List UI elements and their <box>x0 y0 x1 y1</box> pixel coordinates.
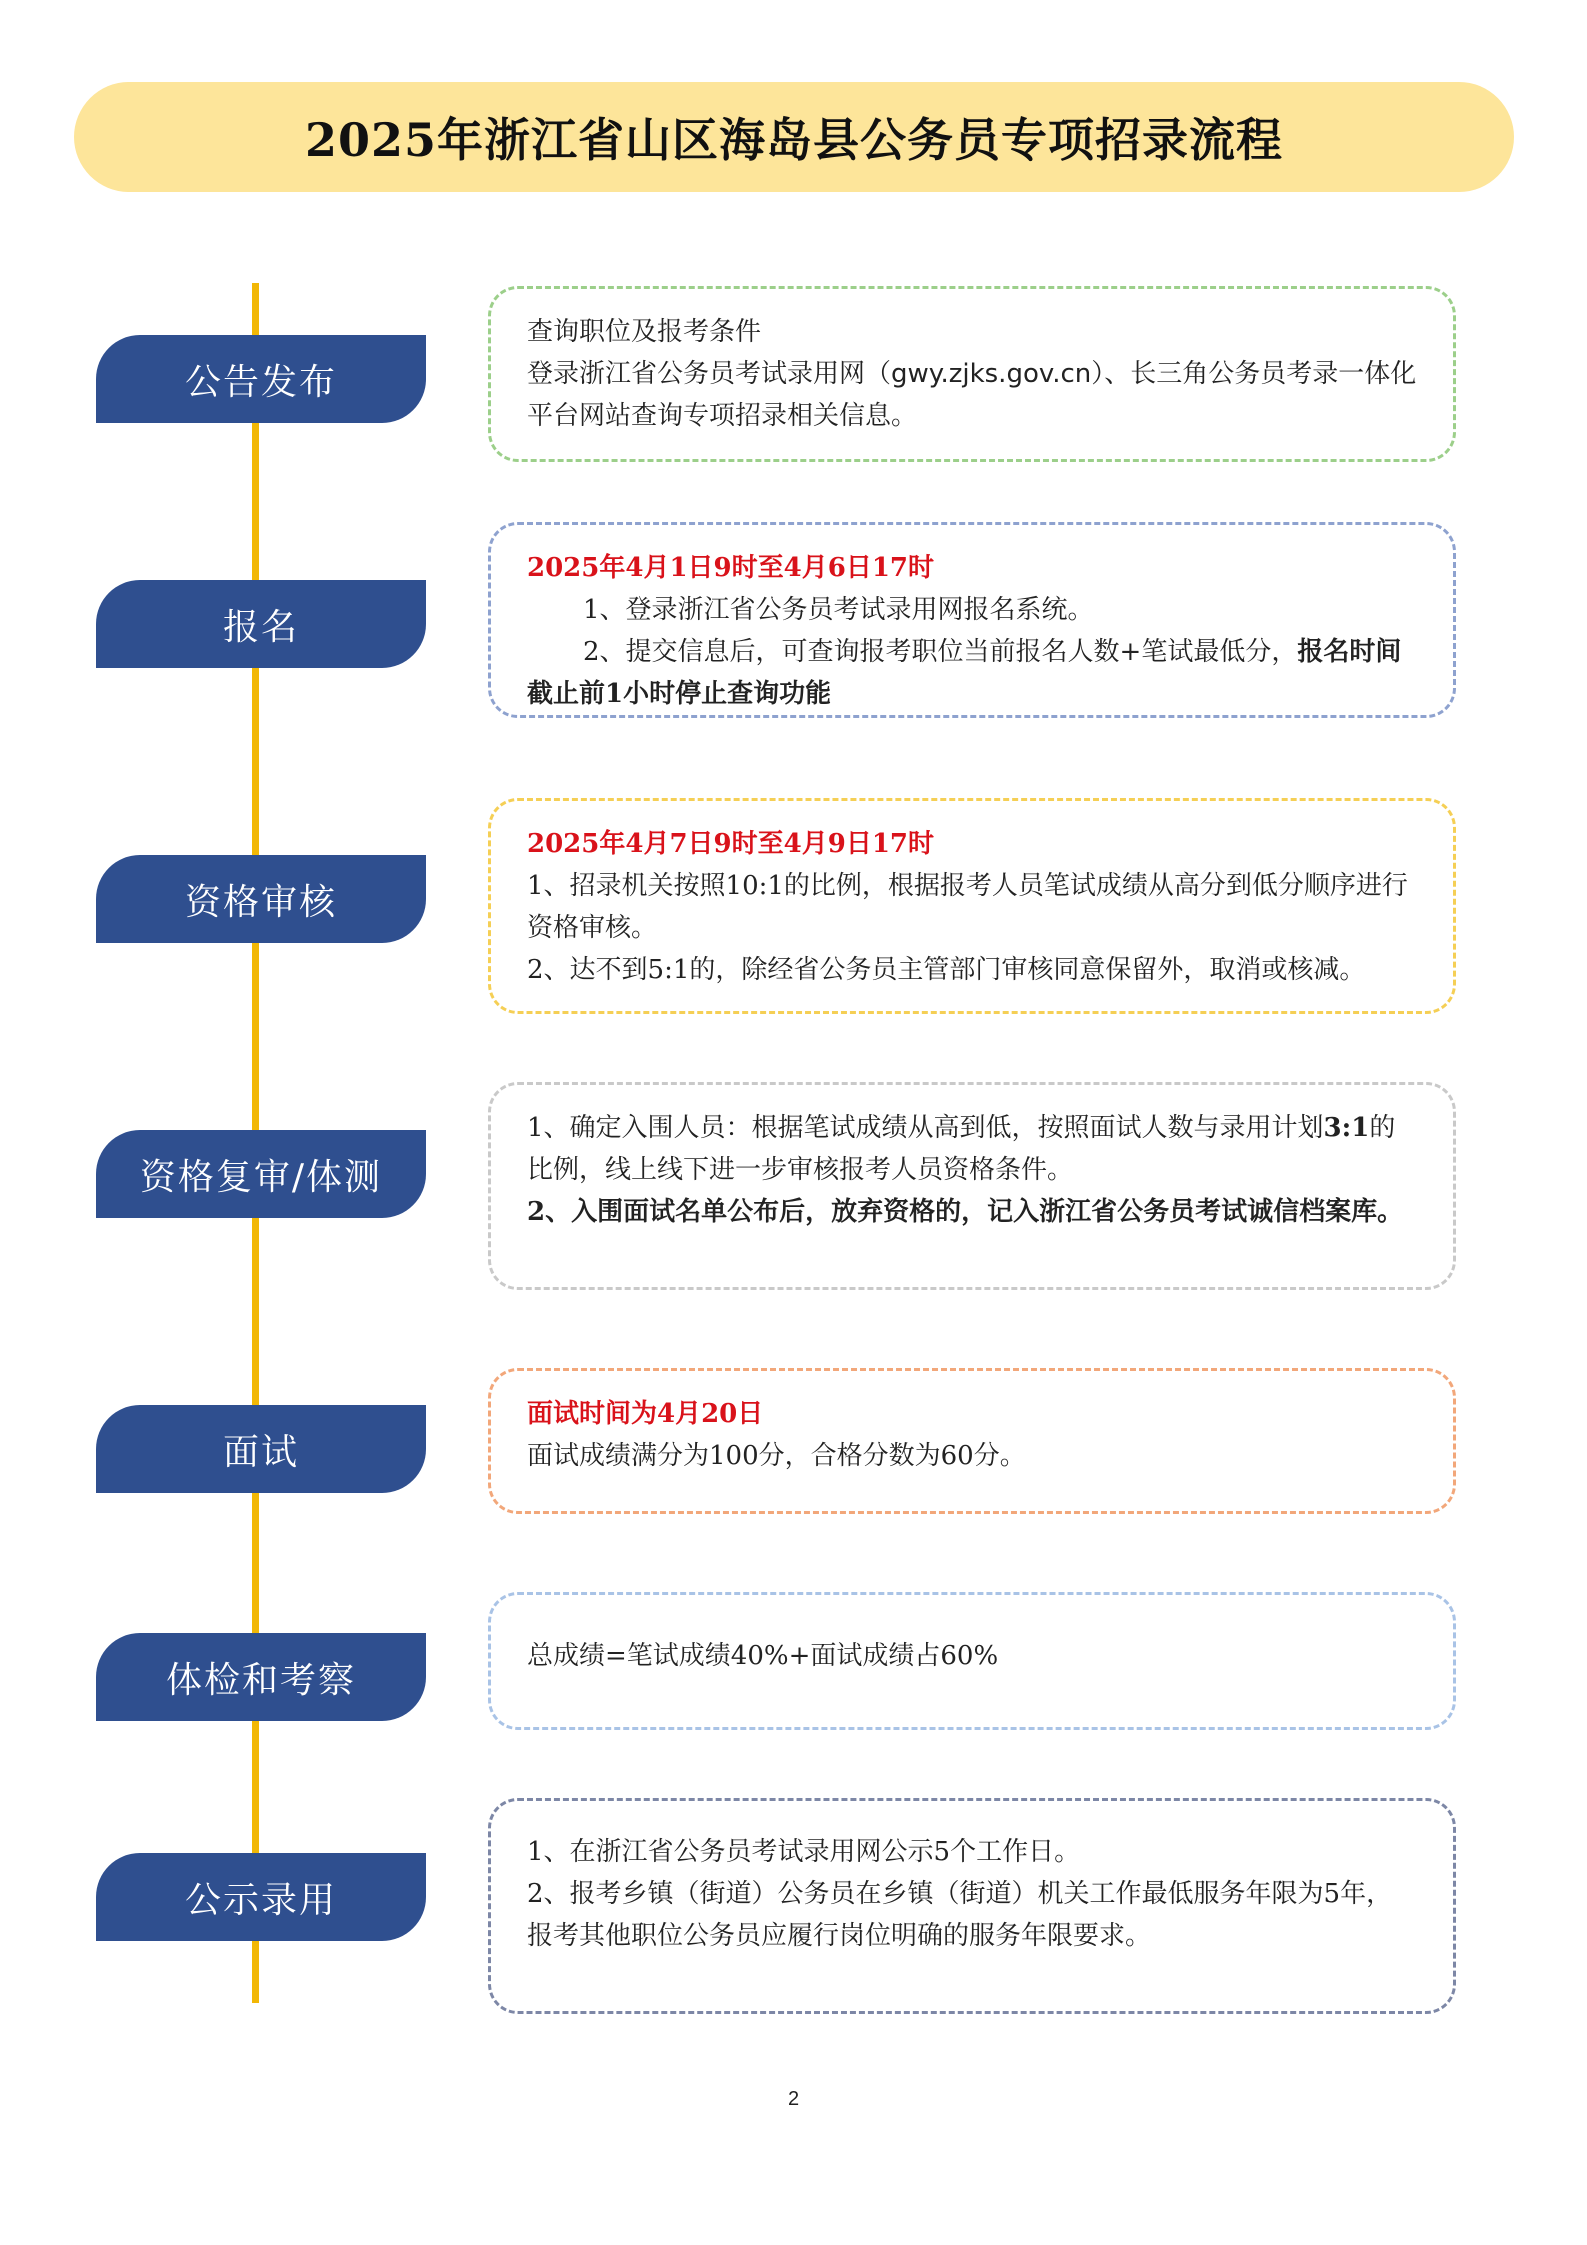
step-text: 面试成绩满分为100分，合格分数为60分。 <box>527 1441 1026 1471</box>
step-box-qualification-review <box>488 798 1456 1014</box>
step-text-normal: 1、确定入围人员：根据笔试成绩从高到低，按照面试人数与录用计划 <box>527 1113 1324 1143</box>
step-tab-registration: 报名 <box>96 580 426 668</box>
step-tab-medical-check: 体检和考察 <box>96 1633 426 1721</box>
step-tab-publicity: 公示录用 <box>96 1853 426 1941</box>
step-text: 2、报考乡镇（街道）公务员在乡镇（街道）机关工作最低服务年限为5年，报考其他职位公务员应履行岗位明确的服务年限要求。 <box>527 1879 1393 1951</box>
step-text: 总成绩=笔试成绩40%+面试成绩占60% <box>527 1641 999 1671</box>
step-box-publicity <box>488 1798 1456 2014</box>
step-text-bold: 报名时间截止前1小时停止查询功能 <box>527 637 1402 709</box>
step-text-bold: 2、入围面试名单公布后，放弃资格的，记入浙江省公务员考试诚信档案库。 <box>527 1197 1404 1227</box>
page-title: 2025年浙江省山区海岛县公务员专项招录流程 <box>304 113 1284 167</box>
step-box-registration <box>488 522 1456 718</box>
step-text: 1、在浙江省公务员考试录用网公示5个工作日。 <box>527 1837 1081 1867</box>
step-text-normal: 的比例，线上线下进一步审核报考人员资格条件。 <box>527 1113 1396 1185</box>
step-box-announcement <box>488 286 1456 462</box>
step-tab-requalification: 资格复审/体测 <box>96 1130 426 1218</box>
step-box-medical-check <box>488 1592 1456 1730</box>
step-text: 2、达不到5:1的，除经省公务员主管部门审核同意保留外，取消或核减。 <box>527 955 1366 985</box>
step-date: 2025年4月1日9时至4月6日17时 <box>527 553 934 583</box>
step-text-bold: 3:1 <box>1323 1113 1370 1143</box>
step-text: 登录浙江省公务员考试录用网（gwy.zjks.gov.cn）、长三角公务员考录一体化平台网站查询专项招录相关信息。 <box>527 359 1417 431</box>
step-text <box>527 631 1417 715</box>
step-text: 1、登录浙江省公务员考试录用网报名系统。 <box>583 595 1094 625</box>
step-text: 查询职位及报考条件 <box>527 317 762 347</box>
step-tab-qualification-review: 资格审核 <box>96 855 426 943</box>
step-box-requalification <box>488 1082 1456 1290</box>
step-date: 面试时间为4月20日 <box>527 1399 764 1429</box>
step-tab-announcement: 公告发布 <box>96 335 426 423</box>
step-text: 1、招录机关按照10:1的比例，根据报考人员笔试成绩从高分到低分顺序进行资格审核。 <box>527 871 1408 943</box>
title-banner <box>74 82 1514 192</box>
page-number: 2 <box>787 2088 800 2110</box>
step-text-normal: 2、提交信息后，可查询报考职位当前报名人数+笔试最低分， <box>583 637 1298 667</box>
step-box-interview <box>488 1368 1456 1514</box>
step-date: 2025年4月7日9时至4月9日17时 <box>527 829 934 859</box>
step-text <box>527 1107 1417 1191</box>
step-tab-interview: 面试 <box>96 1405 426 1493</box>
